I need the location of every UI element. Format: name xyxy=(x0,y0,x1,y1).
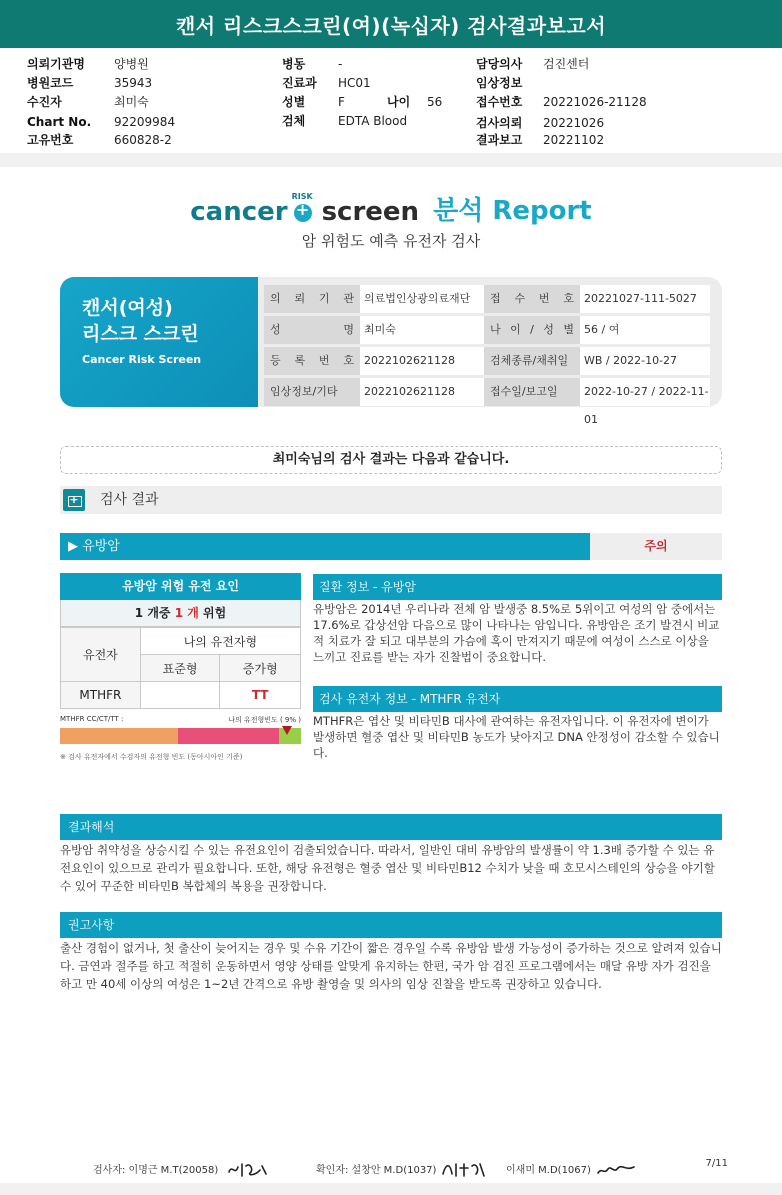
interpretation-body: 유방암 취약성을 상승시킬 수 있는 유전요인이 검출되었습니다. 따라서, 일반인 대비 유방암의 발생률이 약 1.3배 증가할 수 있는 유전요인이 있으므로 관리가 필요합니다. 또한, 해당 유전형은 혈중 엽산 및 비타민B12 수치가 낮을 때 호모시스테인의 상승을 야기할 수 있어 꾸준한 비타민B 복합체의 복용을 권장합니다. xyxy=(60,843,715,893)
table-header-increase: 증가형 xyxy=(220,655,301,682)
frequency-left-label: MTHFR CC/CT/TT : xyxy=(60,715,124,723)
brand-risk: RISK xyxy=(291,192,313,201)
header-value: 56 xyxy=(427,95,443,109)
info-value: 2022102621128 xyxy=(360,347,484,375)
brand-logo xyxy=(0,190,782,227)
info-row xyxy=(264,316,710,344)
header-value: 최미숙 xyxy=(114,95,149,109)
info-label: 검체종류/채취일 xyxy=(484,347,580,375)
info-value: WB / 2022-10-27 xyxy=(580,347,710,375)
bottom-divider xyxy=(0,1183,782,1195)
frequency-segment-cc xyxy=(60,728,178,744)
header-label: 진료과 xyxy=(282,76,317,90)
info-label: 임상정보/기타 xyxy=(264,378,360,406)
header-value: 660828-2 xyxy=(114,133,172,147)
risk-summary-count: 1 개 xyxy=(174,606,199,620)
header-value: 양병원 xyxy=(114,57,149,71)
header-label: 병동 xyxy=(282,57,306,71)
header-label: 나이 xyxy=(387,95,411,109)
header-value: F xyxy=(338,95,345,109)
header-value: 20221102 xyxy=(543,133,605,147)
confirmer2-label: 이새미 M.D(1067) xyxy=(506,1165,591,1176)
info-row xyxy=(264,378,710,426)
table-header-genotype: 나의 유전자형 xyxy=(140,628,300,655)
header-value: 35943 xyxy=(114,76,153,90)
frequency-footnote: ※ 검사 유전자에서 수검자의 유전형 빈도 (동아시아인 기준) xyxy=(60,753,243,761)
tester-label: 검사자: 이명근 M.T(20058) xyxy=(93,1165,219,1176)
confirmer-label: 확인자: 설창안 M.D(1037) xyxy=(316,1165,437,1176)
gene-info-body: MTHFR은 엽산 및 비타민B 대사에 관여하는 유전자입니다. 이 유전자에 변이가 발생하면 혈중 엽산 및 비타민B 농도가 낮아지고 DNA 안정성이 감소할 수 있습니다. xyxy=(313,714,720,760)
header-label: 수진자 xyxy=(27,95,62,109)
section-title: 검사 결과 xyxy=(100,492,159,508)
header-label: 담당의사 xyxy=(476,57,523,71)
report-title: 캔서 리스크스크린(여)(녹십자) 검사결과보고서 xyxy=(0,0,782,48)
plus-badge-icon xyxy=(291,192,313,222)
section-header xyxy=(60,486,722,514)
info-label: 성 명 xyxy=(264,316,360,344)
genotype-table xyxy=(60,627,301,709)
confirmer-signature xyxy=(440,1158,488,1180)
header-label: 병원코드 xyxy=(27,76,74,90)
header-label: 의뢰기관명 xyxy=(27,57,85,71)
header-value: 검진센터 xyxy=(543,57,590,71)
info-label: 접 수 번 호 xyxy=(484,285,580,313)
header-value: - xyxy=(338,57,343,71)
info-label: 등 록 번 호 xyxy=(264,347,360,375)
risk-factor-title: 유방암 위험 유전 요인 xyxy=(60,573,301,600)
tester-signature xyxy=(226,1158,270,1180)
risk-status-badge: 주의 xyxy=(644,539,668,553)
page-number: 7/11 xyxy=(705,1158,728,1169)
table-row xyxy=(61,682,301,709)
header-label: 검체 xyxy=(282,114,306,128)
frequency-segment-ct xyxy=(178,728,279,744)
frequency-right-label: 나의 유전형빈도 ( 9% ) xyxy=(228,716,301,724)
info-label: 접수일/보고일 xyxy=(484,378,580,406)
cancer-name: ▶ 유방암 xyxy=(60,533,590,560)
gene-name-cell: MTHFR xyxy=(61,682,141,709)
frequency-labels xyxy=(60,712,301,728)
info-value: 2022-10-27 / 2022-11-01 xyxy=(580,378,710,406)
header-label: Chart No. xyxy=(27,115,92,129)
report-subtitle: 암 위험도 예측 유전자 검사 xyxy=(301,232,481,250)
cancer-result-bar xyxy=(60,533,722,560)
info-value: 최미숙 xyxy=(360,316,484,344)
disease-info-body: 유방암은 2014년 우리나라 전체 암 발생중 8.5%로 5위이고 여성의 암 중에서는 17.6%로 갑상선암 다음으로 많이 나타나는 암입니다. 유방암은 조기 발견시 비교적 치료가 잘 되고 대부분의 가슴에 혹이 만져지기 때문에 여성이 스스로 이상을 느끼고 진료를 받는 자가 진찰법이 중요합니다. xyxy=(313,602,720,664)
brand-report: 분석 Report xyxy=(433,196,592,226)
header-value: EDTA Blood xyxy=(338,114,408,128)
info-row xyxy=(264,347,710,375)
header-label: 성별 xyxy=(282,95,306,109)
divider xyxy=(0,153,782,167)
header-value: 20221026-21128 xyxy=(543,95,647,109)
risk-summary-prefix: 1 개중 xyxy=(134,606,175,620)
info-value: 의료법인상광의료재단 xyxy=(360,285,484,313)
header-label: 검사의뢰 xyxy=(476,116,523,130)
info-value: 2022102621128 xyxy=(360,378,484,406)
brand-word-screen: screen xyxy=(321,197,420,227)
info-row xyxy=(264,285,710,313)
header-label: 고유번호 xyxy=(27,133,74,147)
header-value: HC01 xyxy=(338,76,371,90)
info-card-banner xyxy=(60,277,258,407)
header-label: 결과보고 xyxy=(476,133,523,147)
frequency-bar xyxy=(60,728,301,744)
medical-kit-icon xyxy=(63,489,85,511)
patient-header xyxy=(0,50,782,155)
recommendation-body: 출산 경험이 없거나, 첫 출산이 늦어지는 경우 및 수유 기간이 짧은 경우일 수록 유방암 발생 가능성이 증가하는 것으로 알려져 있습니다. 금연과 절주를 하고 적절히 운동하면서 영양 상태를 알맞게 유지하는 한편, 국가 암 검진 프로그램에서는 매달 유방 자가 검진을 하고 만 40세 이상의 여성은 1~2년 간격으로 유방 촬영술 및 의사의 임상 진찰을 받도록 권장하고 있습니다. xyxy=(60,941,722,991)
info-card-title-line2: 리스크 스크린 xyxy=(82,323,199,345)
risk-factor-box xyxy=(60,573,301,744)
info-card xyxy=(60,277,722,426)
info-card-title-line1: 캔서(여성) xyxy=(82,297,173,319)
confirmer2-signature xyxy=(596,1158,636,1180)
table-header-gene: 유전자 xyxy=(61,628,141,682)
risk-summary xyxy=(60,600,301,627)
info-label: 나 이 / 성 별 xyxy=(484,316,580,344)
header-value: 92209984 xyxy=(114,115,176,129)
risk-summary-suffix: 위험 xyxy=(198,606,227,620)
info-card-title xyxy=(82,295,199,347)
table-header-standard: 표준형 xyxy=(140,655,220,682)
header-value: 20221026 xyxy=(543,116,605,130)
header-label: 접수번호 xyxy=(476,95,523,109)
disease-info-header: 질환 정보 - 유방암 xyxy=(313,574,722,600)
header-row xyxy=(27,55,85,74)
recommendation-header: 권고사항 xyxy=(60,912,722,938)
frequency-marker-icon xyxy=(282,726,292,735)
info-value: 56 / 여 xyxy=(580,316,710,344)
signature-footer xyxy=(0,1158,782,1182)
info-label: 의 뢰 기 관 xyxy=(264,285,360,313)
info-value: 20221027-111-5027 xyxy=(580,285,710,313)
standard-value-cell xyxy=(140,682,220,709)
gene-info-header: 검사 유전자 정보 - MTHFR 유전자 xyxy=(313,686,722,712)
header-label: 임상정보 xyxy=(476,76,523,90)
info-card-title-en: Cancer Risk Screen xyxy=(82,353,202,366)
interpretation-header: 결과해석 xyxy=(60,814,722,840)
result-message: 최미숙님의 검사 결과는 다음과 같습니다. xyxy=(60,446,722,474)
increase-value-cell: TT xyxy=(220,682,301,709)
brand-word-cancer: cancer xyxy=(190,197,288,227)
